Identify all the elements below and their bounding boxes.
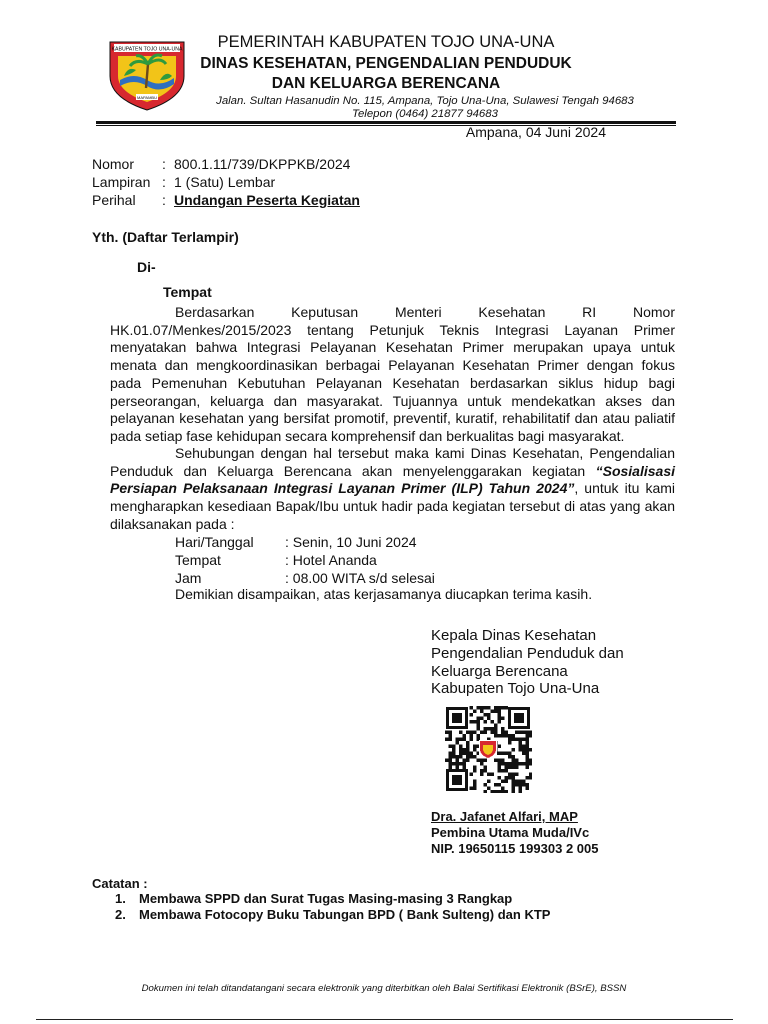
list-item <box>115 891 550 907</box>
meta-lampiran <box>92 173 275 191</box>
paragraph-text <box>110 445 675 534</box>
event-title: “Sosialisasi Persiapan Pelaksanaan Integrasi Layanan Primer (ILP) Tahun 2024” <box>110 462 675 497</box>
list-text: Membawa Fotocopy Buku Tabungan BPD ( Bank Sulteng) dan KTP <box>139 907 551 922</box>
e-signature-footer: Dokumen ini telah ditandatangani secara elektronik yang diterbitkan oleh Balai Sertifikasi Elektronik (BSrE), BSSN <box>141 983 627 994</box>
recipient-di: Di- <box>137 259 156 275</box>
meta-label: Perihal <box>92 192 136 208</box>
body-paragraph-2 <box>110 445 675 534</box>
meta-label: Nomor <box>92 156 135 172</box>
logo-lettering: KABUPATEN TOJO UNA-UNA <box>111 46 183 53</box>
meta-perihal <box>92 191 360 209</box>
letter-date: Ampana, 04 Juni 2024 <box>465 124 606 140</box>
list-number: 2. <box>115 907 126 922</box>
office-address: Jalan. Sultan Hasanudin No. 115, Ampana, Tojo Una-Una, Sulawesi Tengah 94683 <box>216 95 634 107</box>
signatory-name: Dra. Jafanet Alfari, MAP <box>431 809 578 824</box>
logo-motto: MAPAMBU <box>137 94 157 100</box>
signatory-line: Keluarga Berencana <box>431 662 568 680</box>
office-phone: Telepon (0464) 21877 94683 <box>352 108 498 120</box>
recipient-place: Tempat <box>163 284 212 300</box>
meta-nomor <box>92 155 350 173</box>
list-text: Membawa SPPD dan Surat Tugas Masing-masing 3 Rangkap <box>139 891 513 906</box>
schedule-value: : Senin, 10 Juni 2024 <box>285 534 417 550</box>
department-name-line1: DINAS KESEHATAN, PENGENDALIAN PENDUDUK <box>200 55 572 72</box>
meta-colon: : <box>162 192 166 208</box>
notes-title: Catatan : <box>92 876 148 891</box>
closing-sentence: Demikian disampaikan, atas kerjasamanya diucapkan terima kasih. <box>175 586 593 602</box>
schedule-row <box>175 534 417 552</box>
meta-subject: Undangan Peserta Kegiatan <box>174 192 360 208</box>
list-item <box>115 907 550 923</box>
schedule-row <box>175 552 377 570</box>
meta-value: 1 (Satu) Lembar <box>174 174 276 190</box>
paragraph-text-a: Sehubungan dengan hal tersebut maka kami Dinas Kesehatan, Pengendalian Penduduk dan Keluarga Berencana akan menyelenggarakan kegiatan <box>110 445 675 479</box>
meta-label: Lampiran <box>92 174 151 190</box>
signatory-line: Kepala Dinas Kesehatan <box>431 627 597 644</box>
government-name: PEMERINTAH KABUPATEN TOJO UNA-UNA <box>217 33 555 51</box>
schedule-label: Hari/Tanggal <box>175 534 254 550</box>
paragraph-text: Berdasarkan Keputusan Menteri Kesehatan RI Nomor HK.01.07/Menkes/2015/2023 tentang Petunjuk Teknis Integrasi Layanan Primer menyatakan bahwa Integrasi Pelayanan Kesehatan Primer merupakan upaya untuk menata dan mengkoordinasikan berbagai Pelayanan Kesehatan Primer dengan fokus pada Pemenuhan Kebutuhan Pelayanan Kesehatan berdasarkan siklus hidup bagi perseorangan, keluarga dan masyarakat. Tujuannya untuk mendekatkan akses dan pelayanan kesehatan yang bersifat promotif, preventif, kuratif, rehabilitatif dan atau paliatif pada setiap fase kehidupan secara komprehensif dan berkualitas bagi masyarakat. <box>110 304 675 444</box>
signatory-nip: NIP. 19650115 199303 2 005 <box>431 841 599 856</box>
signatory-rank: Pembina Utama Muda/IVc <box>431 825 590 840</box>
signatory-identity <box>431 809 598 857</box>
qr-code-signature <box>444 705 532 793</box>
signatory-line: Kabupaten Tojo Una-Una <box>431 680 600 698</box>
signatory-line: Pengendalian Penduduk dan <box>431 644 624 662</box>
body-paragraph-1 <box>110 304 675 446</box>
schedule-label: Tempat <box>175 552 221 568</box>
schedule-label: Jam <box>175 570 202 586</box>
schedule-value: : 08.00 WITA s/d selesai <box>285 570 435 586</box>
recipient: Yth. (Daftar Terlampir) <box>92 229 239 245</box>
meta-colon: : <box>162 174 166 190</box>
schedule-value: : Hotel Ananda <box>285 552 377 568</box>
notes-list <box>115 891 550 923</box>
footer-rule <box>36 1019 733 1020</box>
meta-colon: : <box>162 156 166 172</box>
list-number: 1. <box>115 891 126 906</box>
paragraph-text-c: , untuk itu kami mengharapkan kesediaan Bapak/Ibu untuk hadir pada kegiatan tersebut di atas yang akan dilaksanakan pada : <box>110 480 675 532</box>
signatory-title <box>431 627 624 698</box>
department-name-line2: DAN KELUARGA BERENCANA <box>271 75 501 92</box>
meta-value: 800.1.11/739/DKPPKB/2024 <box>174 156 351 172</box>
